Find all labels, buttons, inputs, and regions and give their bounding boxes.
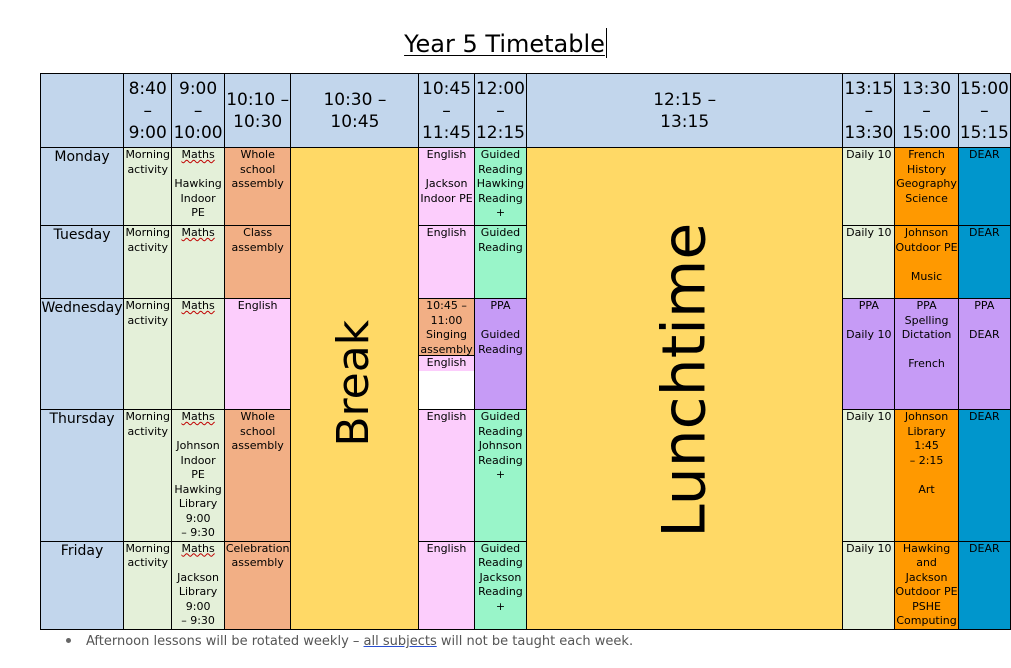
cell-ppa — [843, 299, 895, 410]
cell-line: Maths — [181, 410, 215, 423]
cell-line: Reading + — [478, 191, 523, 219]
time-line: 12:15 — [475, 122, 525, 143]
cell-line: Reading — [478, 162, 523, 176]
cell-ppa — [474, 299, 526, 410]
cell-line: Whole school — [240, 410, 276, 438]
cell-reading — [474, 148, 526, 226]
cell-english — [224, 299, 291, 410]
cell-line: activity — [127, 424, 168, 438]
time-header — [958, 74, 1010, 148]
cell-daily10 — [843, 541, 895, 629]
cell-line: Guided — [480, 410, 521, 423]
cell-line: Jackson — [425, 177, 468, 190]
cell-line: English — [426, 148, 467, 161]
cell-line: PPA — [490, 299, 511, 312]
cell-line: – 2:15 — [909, 453, 944, 467]
cell-line: PSHE — [912, 599, 941, 613]
cell-english — [419, 148, 474, 226]
cell-line: Reading — [478, 556, 523, 569]
cell-line: Morning — [125, 226, 170, 239]
cell-maths — [172, 541, 224, 629]
cell-line: – 9:30 — [181, 614, 215, 627]
cell-line: English — [426, 356, 467, 369]
cell-maths — [172, 410, 224, 542]
cell-line: History — [906, 162, 947, 176]
cell-line: – 9:30 — [181, 526, 215, 539]
cell-line: English — [426, 541, 467, 555]
cell-line: Hawking and — [902, 541, 951, 569]
time-line: 10:45 – — [422, 78, 472, 121]
cell-afternoon — [895, 226, 958, 299]
cell-line: Reading — [478, 240, 523, 254]
cell-line: Library 9:00 — [178, 497, 218, 525]
lunch-block — [527, 148, 843, 630]
cell-assembly — [224, 148, 291, 226]
cell-reading — [474, 541, 526, 629]
cell-dear — [958, 226, 1010, 299]
cell-ppa — [895, 299, 958, 410]
cell-line: Daily 10 — [846, 226, 892, 239]
time-line: 13:15 — [660, 111, 710, 132]
cell-line: Geography — [896, 177, 957, 190]
time-header — [224, 74, 291, 148]
cell-line: Daily 10 — [846, 410, 892, 423]
cell-line: Guided — [480, 148, 521, 161]
time-line: 9:00 — [128, 122, 167, 143]
cell-english — [419, 410, 474, 542]
cell-morning — [124, 410, 172, 542]
time-line: 15:15 — [959, 122, 1009, 143]
cell-line: Morning — [125, 410, 170, 423]
time-header — [419, 74, 474, 148]
time-header — [124, 74, 172, 148]
cell-english — [419, 541, 474, 629]
cell-morning — [124, 299, 172, 410]
cell-line: PPA — [974, 299, 995, 312]
cell-line: PPA — [916, 299, 937, 312]
time-line: 13:30 — [844, 122, 894, 143]
cell-line: Hawking — [476, 177, 525, 190]
cell-line: DEAR — [969, 541, 1000, 555]
cell-ppa — [958, 299, 1010, 410]
bullet-icon — [66, 638, 71, 643]
cell-dear — [958, 410, 1010, 542]
cell-line: Music — [910, 269, 943, 283]
cell-line: Class assembly — [231, 226, 284, 254]
cell-line: Singing — [426, 328, 468, 341]
cell-line: Whole school — [240, 148, 276, 176]
cell-daily10 — [843, 226, 895, 299]
cell-line: DEAR — [969, 226, 1000, 239]
cell-line: Hawking — [174, 482, 222, 496]
cell-line: Science — [905, 191, 948, 205]
cell-line — [895, 468, 957, 483]
cell-line: Indoor PE — [180, 453, 216, 481]
cell-dear — [958, 541, 1010, 629]
time-line: 10:30 – — [323, 89, 387, 110]
cell-line: assembly — [231, 556, 284, 569]
cell-line: Indoor PE — [420, 191, 473, 205]
cell-line: Morning — [125, 148, 170, 161]
cell-daily10 — [843, 148, 895, 226]
cell-assembly — [224, 541, 291, 629]
time-line: 13:30 – — [902, 78, 952, 121]
cell-line: Daily 10 — [846, 148, 892, 161]
cell-line: Computing — [896, 614, 957, 627]
cell-line: 10:45 – — [426, 299, 467, 312]
time-line: 9:00 – — [179, 78, 218, 121]
row-thursday — [41, 410, 1011, 542]
cell-line: Maths — [181, 541, 215, 555]
footnote — [66, 634, 633, 649]
cell-line: activity — [127, 240, 168, 254]
time-line: 10:30 — [233, 111, 283, 132]
cell-line: Jackson — [479, 570, 522, 584]
time-line: 13:15 – — [844, 78, 894, 121]
cell-line — [172, 556, 223, 571]
cell-assembly — [224, 410, 291, 542]
time-line: 11:45 — [422, 122, 472, 143]
cell-daily10 — [843, 410, 895, 542]
cell-morning — [124, 226, 172, 299]
cell-line: Johnson — [904, 226, 949, 239]
day-label: Friday — [41, 541, 124, 629]
cell-line: Reading + — [478, 585, 523, 613]
day-label: Wednesday — [41, 299, 124, 410]
cell-line: Library 1:45 — [907, 424, 946, 452]
cell-line: assembly — [231, 177, 284, 190]
time-line: 10:45 — [330, 111, 380, 132]
cell-line: English — [426, 226, 467, 239]
time-line: 15:00 — [902, 122, 952, 143]
note-text-end: will not be taught each week. — [436, 634, 634, 649]
cell-line: Guided — [480, 328, 521, 341]
note-underlined: all subjects — [363, 634, 437, 649]
cell-dear — [958, 148, 1010, 226]
time-header — [843, 74, 895, 148]
cell-afternoon — [895, 410, 958, 542]
cell-line: Maths — [181, 299, 215, 312]
cell-line: Spelling — [904, 313, 949, 327]
cell-line: DEAR — [969, 148, 1000, 161]
cell-line: DEAR — [969, 410, 1000, 423]
cell-line: activity — [127, 162, 168, 176]
cell-line — [895, 255, 957, 270]
day-label: Monday — [41, 148, 124, 226]
cell-line: DEAR — [969, 328, 1000, 341]
cell-afternoon — [895, 541, 958, 629]
cell-line: Morning — [125, 299, 170, 312]
cell-line: English — [237, 299, 278, 312]
cell-line: Maths — [181, 148, 215, 161]
cell-line: Library 9:00 — [178, 585, 218, 613]
cell-split — [419, 299, 474, 410]
time-header — [474, 74, 526, 148]
cell-line: French — [908, 148, 945, 161]
row-wednesday — [41, 299, 1011, 410]
cell-line: Reading + — [478, 453, 523, 481]
cell-line: Celebration — [225, 541, 290, 555]
cell-english — [419, 356, 473, 371]
cell-line: PPA — [858, 299, 879, 312]
page-title: Year 5 Timetable — [404, 30, 605, 58]
cell-line — [172, 163, 223, 178]
cell-morning — [124, 148, 172, 226]
cell-line: Reading — [478, 342, 523, 356]
time-header — [895, 74, 958, 148]
cell-line: Indoor PE — [180, 191, 216, 219]
cell-line: Guided — [480, 226, 521, 239]
cell-line: assembly — [231, 439, 284, 452]
cell-line: Daily 10 — [846, 541, 892, 555]
time-line: 12:00 – — [475, 78, 525, 121]
time-header — [527, 74, 843, 148]
corner-cell — [41, 74, 124, 148]
time-line: 10:10 – — [226, 89, 290, 110]
cell-maths — [172, 226, 224, 299]
cell-line: 11:00 — [430, 313, 463, 327]
cell-maths — [172, 148, 224, 226]
timetable — [40, 73, 1011, 630]
time-header — [291, 74, 419, 148]
cell-line — [475, 314, 526, 329]
text-cursor — [606, 28, 607, 58]
cell-line: Hawking — [174, 177, 222, 190]
cell-line: assembly — [420, 342, 473, 356]
cell-line: Jackson — [177, 570, 220, 584]
cell-line: Guided — [480, 541, 521, 555]
time-line: 15:00 – — [959, 78, 1009, 121]
cell-line: Johnson — [478, 439, 523, 452]
row-monday — [41, 148, 1011, 226]
cell-line — [419, 163, 473, 178]
time-line: 12:15 – — [653, 89, 717, 110]
break-block — [291, 148, 419, 630]
lunch-label: Lunchtime — [649, 222, 720, 538]
cell-line: Jackson — [905, 570, 948, 584]
cell-line: Reading — [478, 424, 523, 438]
cell-line: Outdoor PE — [895, 585, 958, 598]
day-label: Thursday — [41, 410, 124, 542]
cell-line — [895, 343, 957, 358]
cell-line: French — [908, 357, 945, 370]
cell-line: Maths — [181, 226, 215, 239]
cell-line: Art — [918, 482, 935, 496]
cell-afternoon — [895, 148, 958, 226]
cell-maths — [172, 299, 224, 410]
cell-morning — [124, 541, 172, 629]
cell-line — [959, 314, 1010, 329]
cell-line — [172, 425, 223, 440]
cell-line: activity — [127, 556, 168, 569]
cell-reading — [474, 410, 526, 542]
cell-line: Dictation — [901, 328, 952, 341]
cell-line: Johnson — [904, 410, 949, 423]
time-line: 10:00 — [173, 122, 223, 143]
day-label: Tuesday — [41, 226, 124, 299]
cell-english — [419, 226, 474, 299]
time-header — [172, 74, 224, 148]
cell-line — [843, 314, 894, 329]
cell-line: Outdoor PE — [895, 240, 958, 254]
row-tuesday — [41, 226, 1011, 299]
time-line: 8:40 – — [128, 78, 167, 121]
cell-reading — [474, 226, 526, 299]
note-text: Afternoon lessons will be rotated weekly – — [86, 634, 364, 649]
header-row — [41, 74, 1011, 148]
cell-line: Daily 10 — [846, 328, 892, 341]
cell-line: Johnson — [176, 439, 220, 452]
break-label: Break — [328, 319, 380, 447]
cell-singing-assembly — [419, 299, 473, 356]
cell-line: activity — [127, 313, 168, 327]
row-friday — [41, 541, 1011, 629]
cell-assembly — [224, 226, 291, 299]
cell-line: English — [426, 410, 467, 423]
cell-line: Morning — [125, 541, 170, 555]
